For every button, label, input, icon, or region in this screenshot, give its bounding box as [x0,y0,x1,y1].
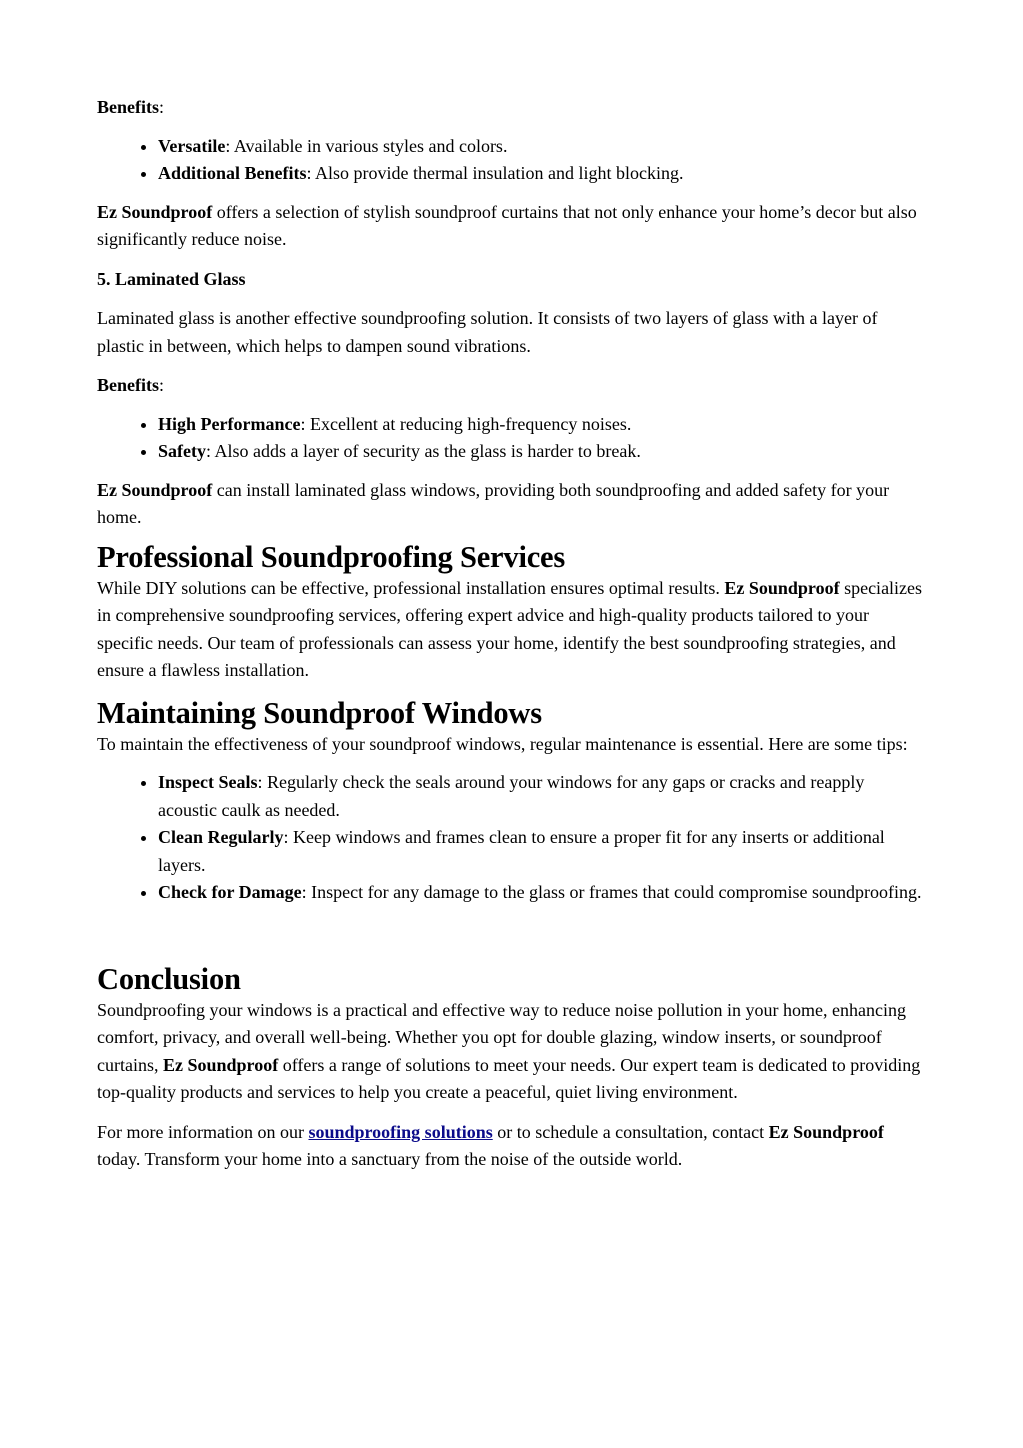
list-item: • Check for Damage: Inspect for any damage to the glass or frames that could compromise soundproofing. [158,879,927,907]
laminated-glass-intro: Laminated glass is another effective soundproofing solution. It consists of two layers of glass with a layer of plastic in between, which helps to dampen sound vibrations. [97,308,878,356]
list-item: • Safety: Also adds a layer of security as the glass is harder to break. [158,438,927,466]
benefits-label: Benefits: [97,97,165,117]
laminated-glass-paragraph: Ez Soundproof can install laminated glass windows, providing both soundproofing and added safety for your home. [97,479,890,527]
list-item: • Additional Benefits: Also provide thermal insulation and light blocking. [158,160,927,188]
section-heading-maintaining: Maintaining Soundproof Windows [97,695,542,730]
cta-paragraph: For more information on our soundproofing solutions or to schedule a consultation, contact Ez Soundproof today. Transform your home into a sanctuary from the noise of the outside world. [97,1121,884,1169]
section-heading-conclusion: Conclusion [97,961,241,996]
list-item: • Versatile: Available in various styles and colors. [158,133,927,161]
glass-benefits-list [97,411,927,466]
benefits-label: Benefits: [97,375,165,395]
list-item: • High Performance: Excellent at reducing high-frequency noises. [158,411,927,439]
maintaining-intro: To maintain the effectiveness of your soundproof windows, regular maintenance is essential. Here are some tips: [97,733,908,754]
professional-paragraph: While DIY solutions can be effective, professional installation ensures optimal results. Ez Soundproof specializes in comprehensive soundproofing services, offering expert advice and high-quality products tailored to your specific needs. Our team of professionals can assess your home, identify the best soundproofing strategies, and ensure a flawless installation. [97,577,923,680]
section-heading-professional: Professional Soundproofing Services [97,539,566,574]
list-item: • Clean Regularly: Keep windows and frames clean to ensure a proper fit for any inserts or additional layers. [158,824,927,879]
soundproofing-solutions-link[interactable]: soundproofing solutions [308,1121,493,1142]
list-item: • Inspect Seals: Regularly check the seals around your windows for any gaps or cracks and reapply acoustic caulk as needed. [158,769,927,824]
maintenance-tips-list [97,769,927,907]
conclusion-paragraph: Soundproofing your windows is a practical and effective way to reduce noise pollution in your home, enhancing comfort, privacy, and overall well-being. Whether you opt for double glazing, window inserts, or soundproof curtains, Ez Soundproof offers a range of solutions to meet your needs. Our expert team is dedicated to providing top-quality products and services to help you create a peaceful, quiet living environment. [97,999,921,1102]
curtains-paragraph: Ez Soundproof offers a selection of stylish soundproof curtains that not only enhance your home’s decor but also significantly reduce noise. [97,201,917,249]
curtain-benefits-list [97,133,927,188]
laminated-glass-heading: 5. Laminated Glass [97,268,246,289]
document-page [97,94,927,1174]
